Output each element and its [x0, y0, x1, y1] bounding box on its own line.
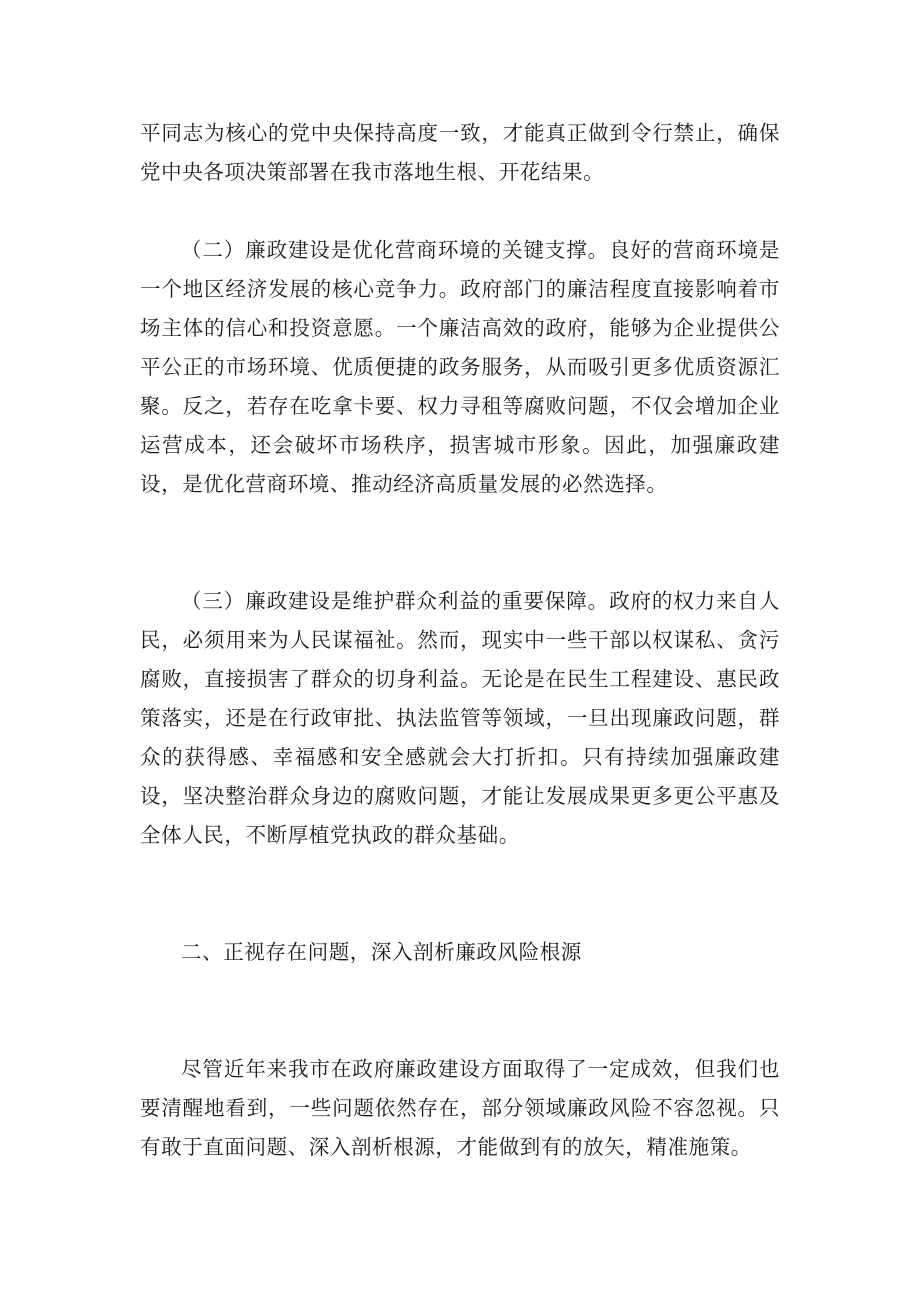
paragraph-public-interest: （三）廉政建设是维护群众利益的重要保障。政府的权力来自人民，必须用来为人民谋福祉。然而，现实中一些干部以权谋私、贪污腐败，直接损害了群众的切身利益。无论是在民生工程建设、惠民政策落实，还是在行政审批、执法监管等领域，一旦出现廉政问题，群众的获得感、幸福感和安全感就会大打折扣。只有持续加强廉政建设，坚决整治群众身边的腐败问题，才能让发展成果更多更公平惠及全体人民，不断厚植党执政的群众基础。	[140, 589, 780, 847]
paragraph-business-environment: （二）廉政建设是优化营商环境的关键支撑。良好的营商环境是一个地区经济发展的核心竞争力。政府部门的廉洁程度直接影响着市场主体的信心和投资意愿。一个廉洁高效的政府，能够为企业提供公平公正的市场环境、优质便捷的政务服务，从而吸引更多优质资源汇聚。反之，若存在吃拿卡要、权力寻租等腐败问题，不仅会增加企业运营成本，还会破坏市场秩序，损害城市形象。因此，加强廉政建设，是优化营商环境、推动经济高质量发展的必然选择。	[140, 238, 780, 496]
paragraph-problems-intro: 尽管近年来我市在政府廉政建设方面取得了一定成效，但我们也要清醒地看到，一些问题依然存在，部分领域廉政风险不容忽视。只有敢于直面问题、深入剖析根源，才能做到有的放矢，精准施策。	[140, 1057, 780, 1159]
section-heading: 二、正视存在问题，深入剖析廉政风险根源	[181, 940, 582, 964]
paragraph-continuation: 平同志为核心的党中央保持高度一致，才能真正做到令行禁止，确保党中央各项决策部署在我市落地生根、开花结果。	[140, 121, 780, 184]
